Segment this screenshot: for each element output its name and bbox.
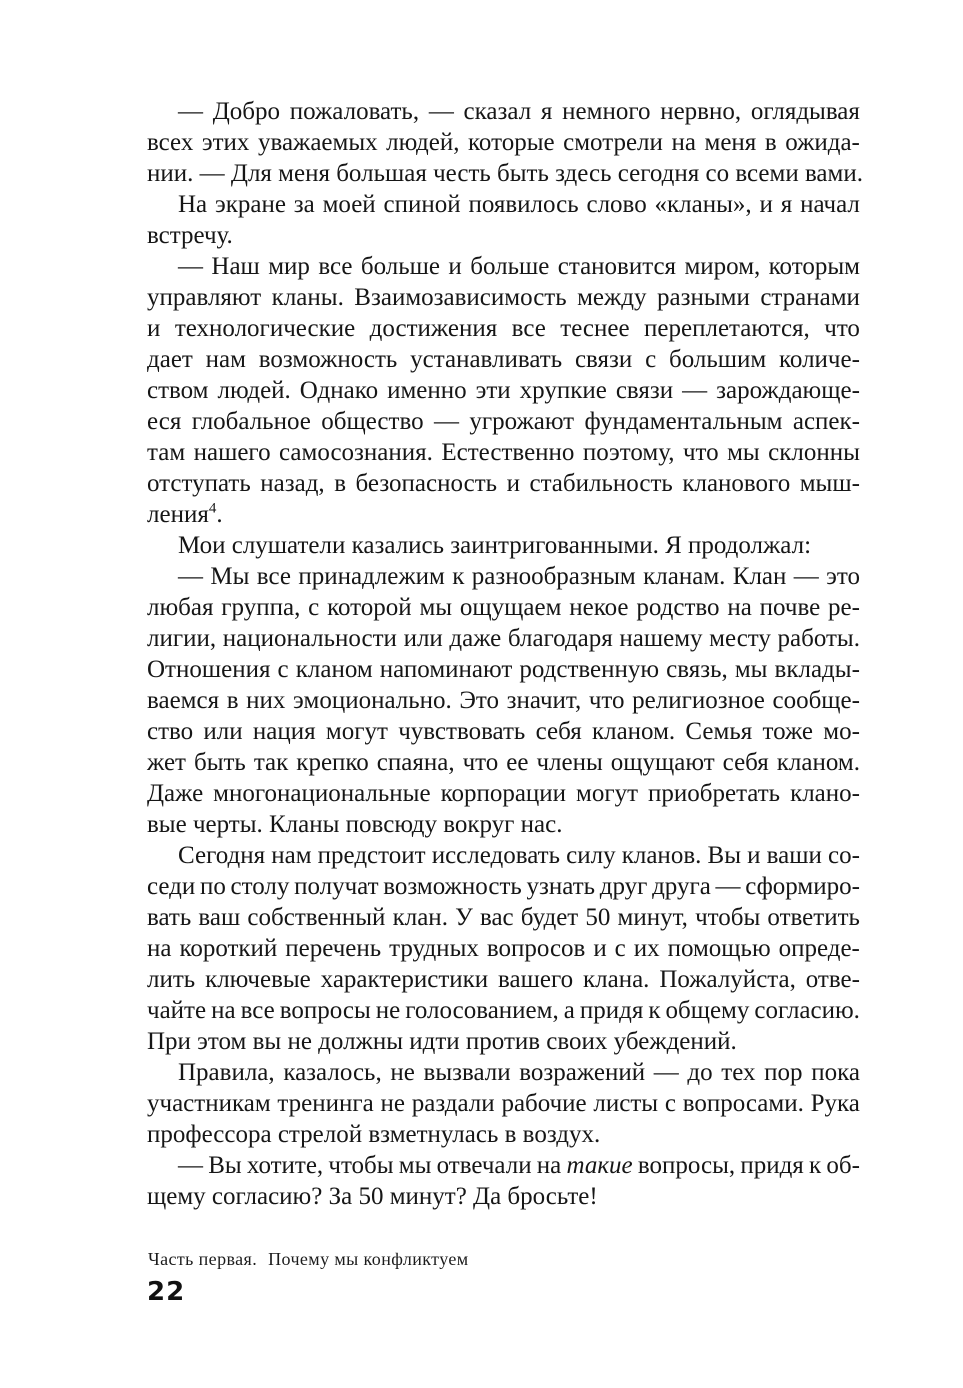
text-line: жет быть так крепко спаяна, что ее члены ощущают себя кланом. — [147, 749, 860, 776]
text-line: участникам тренинга не раздали рабочие листы с вопросами. Рука — [147, 1090, 860, 1117]
text-line: управляют кланы. Взаимозависимость между разными странами — [147, 284, 860, 311]
text-line: дает нам возможность устанавливать связи с большим количе- — [147, 346, 860, 373]
text-line: всех этих уважаемых людей, которые смотрели на меня в ожида- — [147, 129, 860, 156]
paragraph — [147, 1150, 860, 1212]
text-line: При этом вы не должны идти против своих убеждений. — [147, 1028, 737, 1055]
footer-section-title: Почему мы конфликтуем — [268, 1249, 469, 1269]
text-line: на короткий перечень трудных вопросов и с их помощью опреде- — [147, 935, 860, 962]
text-line: чайте на все вопросы не голосованием, а придя к общему согласию. — [147, 997, 860, 1024]
text-line: щему согласию? За 50 минут? Да бросьте! — [147, 1183, 598, 1210]
text-line: там нашего самосознания. Естественно поэтому, что мы склонны — [147, 439, 860, 466]
text-line: любая группа, с которой мы ощущаем некое родство на почве ре- — [147, 594, 860, 621]
text-line: — Мы все принадлежим к разнообразным кланам. Клан — это — [178, 563, 860, 590]
text-line: отступать назад, в безопасность и стабильность кланового мыш- — [147, 470, 860, 497]
text-line: Даже многонациональные корпорации могут приобретать клано- — [147, 780, 860, 807]
text-line: и технологические достижения все теснее переплетаются, что — [147, 315, 860, 342]
running-footer — [148, 1249, 469, 1270]
text-line: Правила, казалось, не вызвали возражений — до тех пор пока — [178, 1059, 860, 1086]
text-line: лигии, национальности или даже благодаря нашему месту работы. — [147, 625, 860, 652]
text-line: лить ключевые характеристики вашего клана. Пожалуйста, отве- — [147, 966, 860, 993]
text-line: вые черты. Кланы повсюду вокруг нас. — [147, 811, 563, 838]
paragraph — [147, 530, 860, 561]
page-number: 22 — [147, 1277, 186, 1307]
text-line: — Добро пожаловать, — сказал я немного нервно, оглядывая — [178, 98, 860, 125]
text-line: — Вы хотите, чтобы мы отвечали на такие вопросы, придя к об- — [178, 1152, 860, 1179]
text-line: ство или нация могут чувствовать себя кланом. Семья тоже мо- — [147, 718, 860, 745]
text-line: ления$^4$. — [147, 500, 223, 528]
text-line: встречу. — [147, 222, 233, 249]
text-line: вать ваш собственный клан. У вас будет 50 минут, чтобы ответить — [147, 904, 860, 931]
text-line: На экране за моей спиной появилось слово «кланы», и я начал — [178, 191, 860, 218]
text-line: — Наш мир все больше и больше становится миром, которым — [178, 253, 860, 280]
text-line: Мои слушатели казались заинтригованными. Я продолжал: — [178, 532, 812, 559]
body-text — [147, 96, 863, 1212]
text-line: нии. — Для меня большая честь быть здесь сегодня со всеми вами. — [147, 160, 863, 187]
paragraph — [147, 561, 860, 840]
text-line: Сегодня нам предстоит исследовать силу кланов. Вы и ваши со- — [178, 842, 860, 869]
text-line: ваемся в них эмоционально. Это значит, что религиозное сообще- — [147, 687, 860, 714]
footer-section-label: Часть первая. — [148, 1249, 258, 1269]
text-line: Отношения с кланом напоминают родственную связь, мы вклады- — [147, 656, 860, 683]
text-line: профессора стрелой взметнулась в воздух. — [147, 1121, 601, 1148]
text-line: еся глобальное общество — угрожают фундаментальным аспек- — [147, 408, 860, 435]
paragraph — [147, 840, 860, 1057]
paragraph — [147, 96, 863, 189]
text-line: ством людей. Однако именно эти хрупкие связи — зарождающе- — [147, 377, 860, 404]
paragraph — [147, 189, 860, 251]
paragraph — [147, 251, 860, 530]
text-line: седи по столу получат возможность узнать друг друга — сформиро- — [147, 873, 860, 900]
paragraph — [147, 1057, 860, 1150]
